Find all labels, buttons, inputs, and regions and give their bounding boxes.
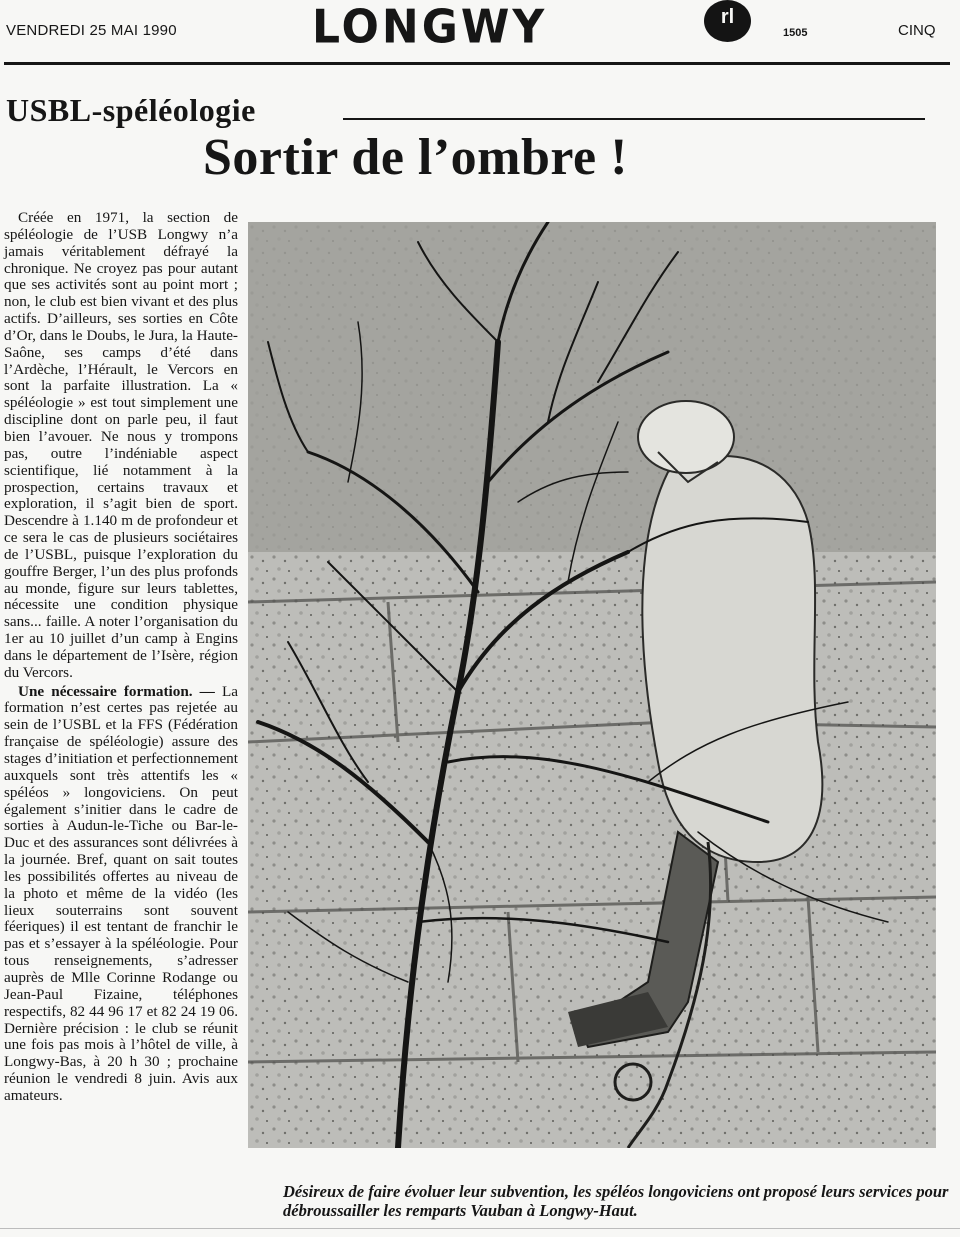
article-kicker: USBL-spéléologie [6,92,256,128]
issue-number: 1505 [783,27,808,39]
article-paragraph-2: La formation n’est certes pas rejetée au sein de l’USBL et la FFS (Fédération française de spéléologie) assure des stages d’initiation et perfectionnement auxquels sont très attentifs les « spéléos » longoviciens. On peut également s’initier dans le cadre de sorties à Audun-le-Tiche ou Bar-le-Duc et des assurances sont délivrées à la journée. Bref, quant on sait toutes les possibilités offertes au niveau de la photo et même de la vidéo (les lieux souterrains sont souvent féeriques) il est tentant de franchir le pas et s’essayer à la spéléologie. Pour tous renseignements, s’adresser auprès de Mlle Corinne Rodange ou Jean-Paul Fizaine, téléphones respectifs, 82 44 96 17 et 82 24 19 06. Dernière précision : le club se réunit une fois pas mois à l’hôtel de ville, à Longwy-Bas, à 20 h 30 ; prochaine réunion le vendredi 8 juin. Avis aux amateurs. [4,682,238,1104]
page-label: CINQ [898,22,936,39]
article-subhead: Une nécessaire formation. — [18,682,215,700]
logo-text: rl [720,6,735,28]
article-photo [248,222,936,1148]
photo-caption: Désireux de faire évoluer leur subvention, les spéléos longoviciens ont proposé leurs services pour débroussailler les remparts Vauban à Longwy-Haut. [283,1182,949,1220]
masthead [0,0,960,66]
masthead-rule [4,62,950,65]
issue-date: VENDREDI 25 MAI 1990 [6,22,177,39]
article-paragraph-2-block [4,684,238,1105]
upper-foliage [248,222,936,552]
page-bottom-rule [0,1228,960,1229]
photo-illustration [248,222,936,1148]
section-title: LONGWY [312,0,548,55]
kicker-rule [343,118,925,120]
newspaper-logo [704,0,751,42]
article-body [4,210,238,1105]
article-headline: Sortir de l’ombre ! [203,129,628,186]
article-paragraph-1: Créée en 1971, la section de spéléologie de l’USB Longwy n’a jamais véritablement défrayé la chronique. Ne croyez pas pour autant que ses activités sont au point mort ; non, le club est bien vivant et des plus actifs. D’ailleurs, ses sorties en Côte d’Or, dans le Doubs, le Jura, la Haute-Saône, ses camps d’été dans l’Ardèche, l’Hérault, le Vercors en sont la parfaite illustration. La « spéléologie » est tout simplement une discipline dont on parle peu, il faut bien l’avouer. Ne nous y trompons pas, outre l’indéniable aspect scientifique, lié notamment à la prospection, certains travaux et exploration, il s’agit bien de sport. Descendre à 1.140 m de profondeur et ce sera le cas de plusieurs sociétaires de l’USBL, puisque l’exploration du gouffre Berger, l’un des plus profonds au monde, figure sur leurs tablettes, nécessite une condition physique sans... faille. A noter l’organisation du 1er au 10 juillet d’un camp à Engins dans le département de l’Isère, région du Vercors. [4,209,238,681]
